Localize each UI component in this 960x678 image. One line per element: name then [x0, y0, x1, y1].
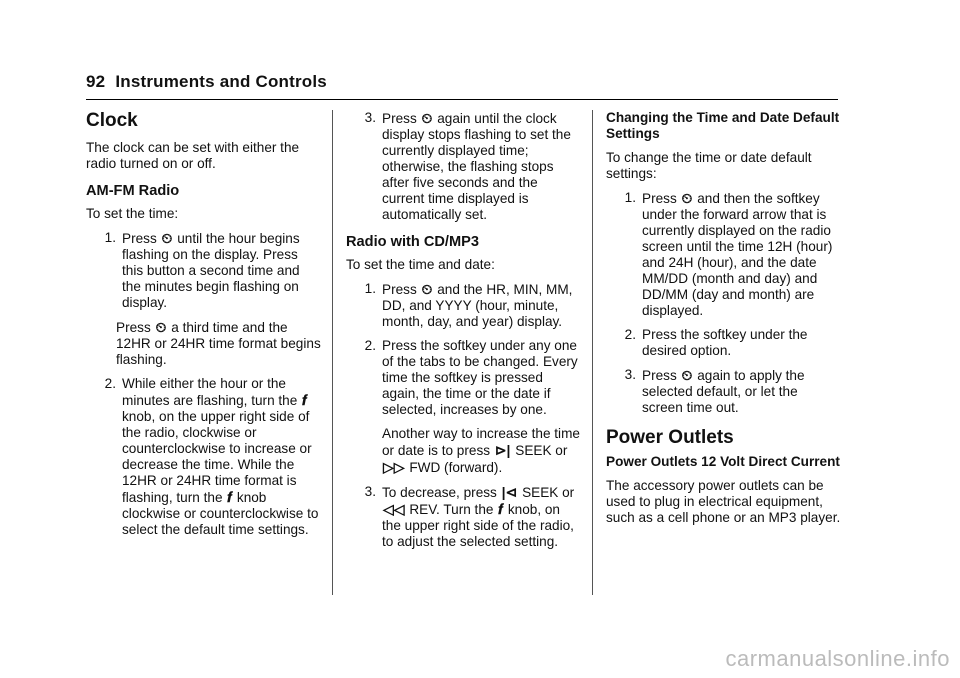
- power-outlets-subheading: Power Outlets 12 Volt Direct Current: [606, 454, 840, 469]
- default-step-3: [606, 367, 842, 416]
- watermark: carmanualsonline.info: [725, 646, 950, 671]
- step-text: again to apply the selected default, or let the screen time out.: [642, 368, 805, 415]
- step-number: 3.: [364, 484, 376, 499]
- fast-forward-icon: ▷▷: [383, 459, 405, 475]
- step-text: SEEK or: [515, 443, 568, 458]
- cd-step-3: [346, 484, 582, 550]
- step-body: [642, 190, 842, 319]
- cd-heading: Radio with CD/MP3: [346, 234, 479, 250]
- step-text: Press: [116, 320, 151, 335]
- step-body: [382, 484, 582, 550]
- column-3: [606, 110, 842, 534]
- step-body: [122, 376, 322, 538]
- step-text: Press the softkey under any one of the tabs to be changed. Every time the softkey is pressed again, the time or the date if selected, increases by one.: [382, 338, 578, 417]
- step-text: knob clockwise or counterclockwise to select the default time settings.: [122, 490, 319, 537]
- step-body: Press the softkey under the desired option.: [642, 327, 808, 358]
- column-divider: [332, 110, 333, 595]
- tune-knob-icon: 𝒇: [498, 501, 504, 517]
- step-text: again until the clock display stops flashing to set the currently displayed time; otherwise, the flashing stops after five seconds and the current time displayed is automatically set.: [382, 111, 571, 222]
- step-text: Press: [642, 191, 677, 206]
- step-text: and the HR, MIN, MM, DD, and YYYY (hour, minute, month, day, and year) display.: [382, 282, 573, 329]
- step-2: [86, 376, 322, 538]
- step-text: and then the softkey under the forward arrow that is currently displayed on the radio screen until the time 12H (hour) and 24H (hour), and the date MM/DD (month and day) and DD/MM (day and month) are displayed.: [642, 191, 833, 318]
- clock-icon: ⏲: [155, 319, 167, 335]
- page-number: 92: [86, 72, 106, 91]
- step-text: FWD (forward).: [409, 460, 503, 475]
- step-number: 2.: [624, 327, 636, 342]
- step-body: [122, 230, 322, 311]
- step-number: 2.: [104, 376, 116, 391]
- tune-knob-icon: 𝒇: [227, 489, 233, 505]
- step-number: 2.: [364, 338, 376, 353]
- power-outlets-heading: Power Outlets: [606, 427, 734, 448]
- cd-step-2: [346, 338, 582, 476]
- page-header: [86, 72, 838, 92]
- rewind-icon: ◁◁: [383, 501, 405, 517]
- header-rule: [86, 99, 838, 100]
- step-text: REV. Turn the: [409, 502, 494, 517]
- seek-forward-icon: ⊳|: [494, 442, 511, 458]
- default-step-2: [606, 327, 842, 359]
- step-text: While either the hour or the minutes are flashing, turn the: [122, 376, 298, 408]
- step-text: Press: [382, 111, 417, 126]
- column-2: [346, 110, 582, 558]
- cd-intro: To set the time and date:: [346, 257, 495, 272]
- amfm-heading: AM-FM Radio: [86, 183, 180, 199]
- clock-icon: ⏲: [421, 281, 433, 297]
- clock-icon: ⏲: [681, 190, 693, 206]
- step-body: [642, 367, 842, 416]
- step-body: [382, 338, 582, 476]
- step-text: Another way to increase the time or date is to press: [382, 426, 580, 458]
- step-1: [86, 230, 322, 311]
- column-1: [86, 110, 322, 546]
- seek-back-icon: |⊲: [501, 484, 518, 500]
- tune-knob-icon: 𝒇: [302, 392, 307, 408]
- step-text: SEEK or: [522, 485, 575, 500]
- step-body: [382, 281, 582, 330]
- default-step-1: [606, 190, 842, 319]
- step-text: a third time and the 12HR or 24HR time format begins flashing.: [116, 320, 321, 367]
- section-title: Instruments and Controls: [115, 72, 327, 91]
- clock-intro: The clock can be set with either the radio turned on or off.: [86, 140, 300, 171]
- clock-icon: ⏲: [161, 230, 173, 246]
- step-text: Press: [382, 282, 417, 297]
- step-text: knob, on the upper right side of the radio, clockwise or counterclockwise to increase or decrease the time. While the 12HR or 24HR time format is flashing, turn the: [122, 409, 312, 505]
- step-number: 1.: [624, 190, 636, 205]
- column-divider: [592, 110, 593, 595]
- clock-heading: Clock: [86, 110, 138, 131]
- step-text: until the hour begins flashing on the display. Press this button a second time and the minutes begin flashing on display.: [122, 231, 300, 310]
- change-settings-heading: Changing the Time and Date Default Settings: [606, 110, 840, 141]
- change-settings-intro: To change the time or date default settings:: [606, 150, 812, 181]
- step-text: Press: [642, 368, 677, 383]
- step-number: 1.: [364, 281, 376, 296]
- amfm-intro: To set the time:: [86, 206, 179, 221]
- clock-icon: ⏲: [421, 110, 433, 126]
- step-body: [382, 110, 582, 223]
- step-text: Press: [122, 231, 157, 246]
- power-outlets-text: The accessory power outlets can be used to plug in electrical equipment, such as a cell phone or an MP3 player.: [606, 478, 841, 525]
- step-text: knob, on the upper right side of the radio, to adjust the selected setting.: [382, 502, 574, 549]
- step-text: To decrease, press: [382, 485, 497, 500]
- step-alt: [382, 426, 582, 476]
- step-number: 1.: [104, 230, 116, 245]
- step-number: 3.: [624, 367, 636, 382]
- cd-step-1: [346, 281, 582, 330]
- step-1-continued: [116, 319, 322, 368]
- step-3: [346, 110, 582, 223]
- page-title: [86, 72, 838, 92]
- step-number: 3.: [364, 110, 376, 125]
- clock-icon: ⏲: [681, 367, 693, 383]
